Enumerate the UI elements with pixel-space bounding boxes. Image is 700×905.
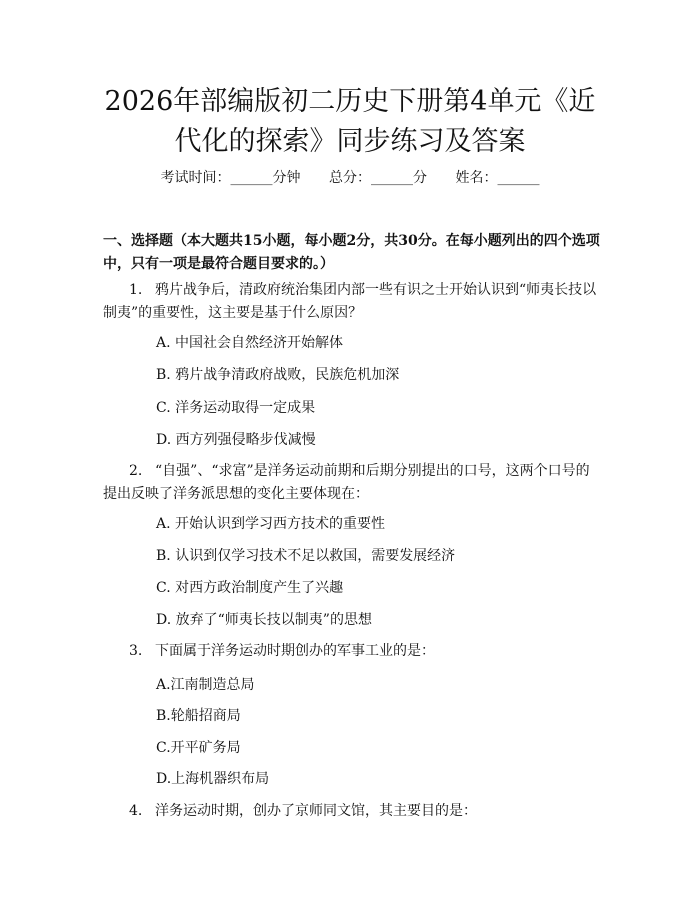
question-2 [103, 460, 603, 506]
exam-score-field: 总分：______分 [329, 170, 427, 186]
question-number: 4. [129, 803, 143, 819]
question-1 [103, 279, 603, 325]
question-number: 1. [129, 282, 143, 298]
exam-meta [0, 168, 700, 188]
exam-time-field: 考试时间：______分钟 [160, 170, 301, 186]
question-text: 洋务运动时期，创办了京师同文馆，其主要目的是： [155, 803, 477, 819]
question-2-option-b: B. 认识到仅学习技术不足以救国，需要发展经济 [156, 548, 456, 564]
document-title: 2026年部编版初二历史下册第4单元《近代化的探索》同步练习及答案 [104, 86, 596, 157]
question-number: 2. [129, 463, 143, 479]
question-number: 3. [129, 643, 143, 659]
question-3-option-c: C.开平矿务局 [156, 740, 241, 756]
question-2-option-c: C. 对西方政治制度产生了兴趣 [156, 580, 344, 596]
question-3-option-a: A.江南制造总局 [156, 677, 255, 693]
question-4 [103, 800, 603, 823]
question-3-option-d: D.上海机器织布局 [156, 771, 270, 787]
question-text: 鸦片战争后，清政府统治集团内部一些有识之士开始认识到“师夷长技以制夷”的重要性，这主要是基于什么原因？ [103, 282, 597, 321]
question-2-option-d: D. 放弃了“师夷长技以制夷”的思想 [156, 612, 372, 628]
question-1-option-b: B. 鸦片战争清政府战败，民族危机加深 [156, 367, 400, 383]
question-text: “自强”、“求富”是洋务运动前期和后期分别提出的口号，这两个口号的提出反映了洋务派思想的变化主要体现在： [103, 463, 590, 502]
exam-name-field: 姓名：______ [455, 170, 540, 186]
question-1-option-c: C. 洋务运动取得一定成果 [156, 400, 316, 416]
section-heading: 一、选择题（本大题共15小题，每小题2分，共30分。在每小题列出的四个选项中，只有一项是最符合题目要求的。） [103, 233, 600, 272]
question-3 [103, 640, 603, 663]
question-text: 下面属于洋务运动时期创办的军事工业的是： [155, 643, 435, 659]
question-3-option-b: B.轮船招商局 [156, 708, 241, 724]
question-2-option-a: A. 开始认识到学习西方技术的重要性 [156, 516, 386, 532]
question-1-option-d: D. 西方列强侵略步伐减慢 [156, 432, 316, 448]
question-1-option-a: A. 中国社会自然经济开始解体 [156, 335, 344, 351]
